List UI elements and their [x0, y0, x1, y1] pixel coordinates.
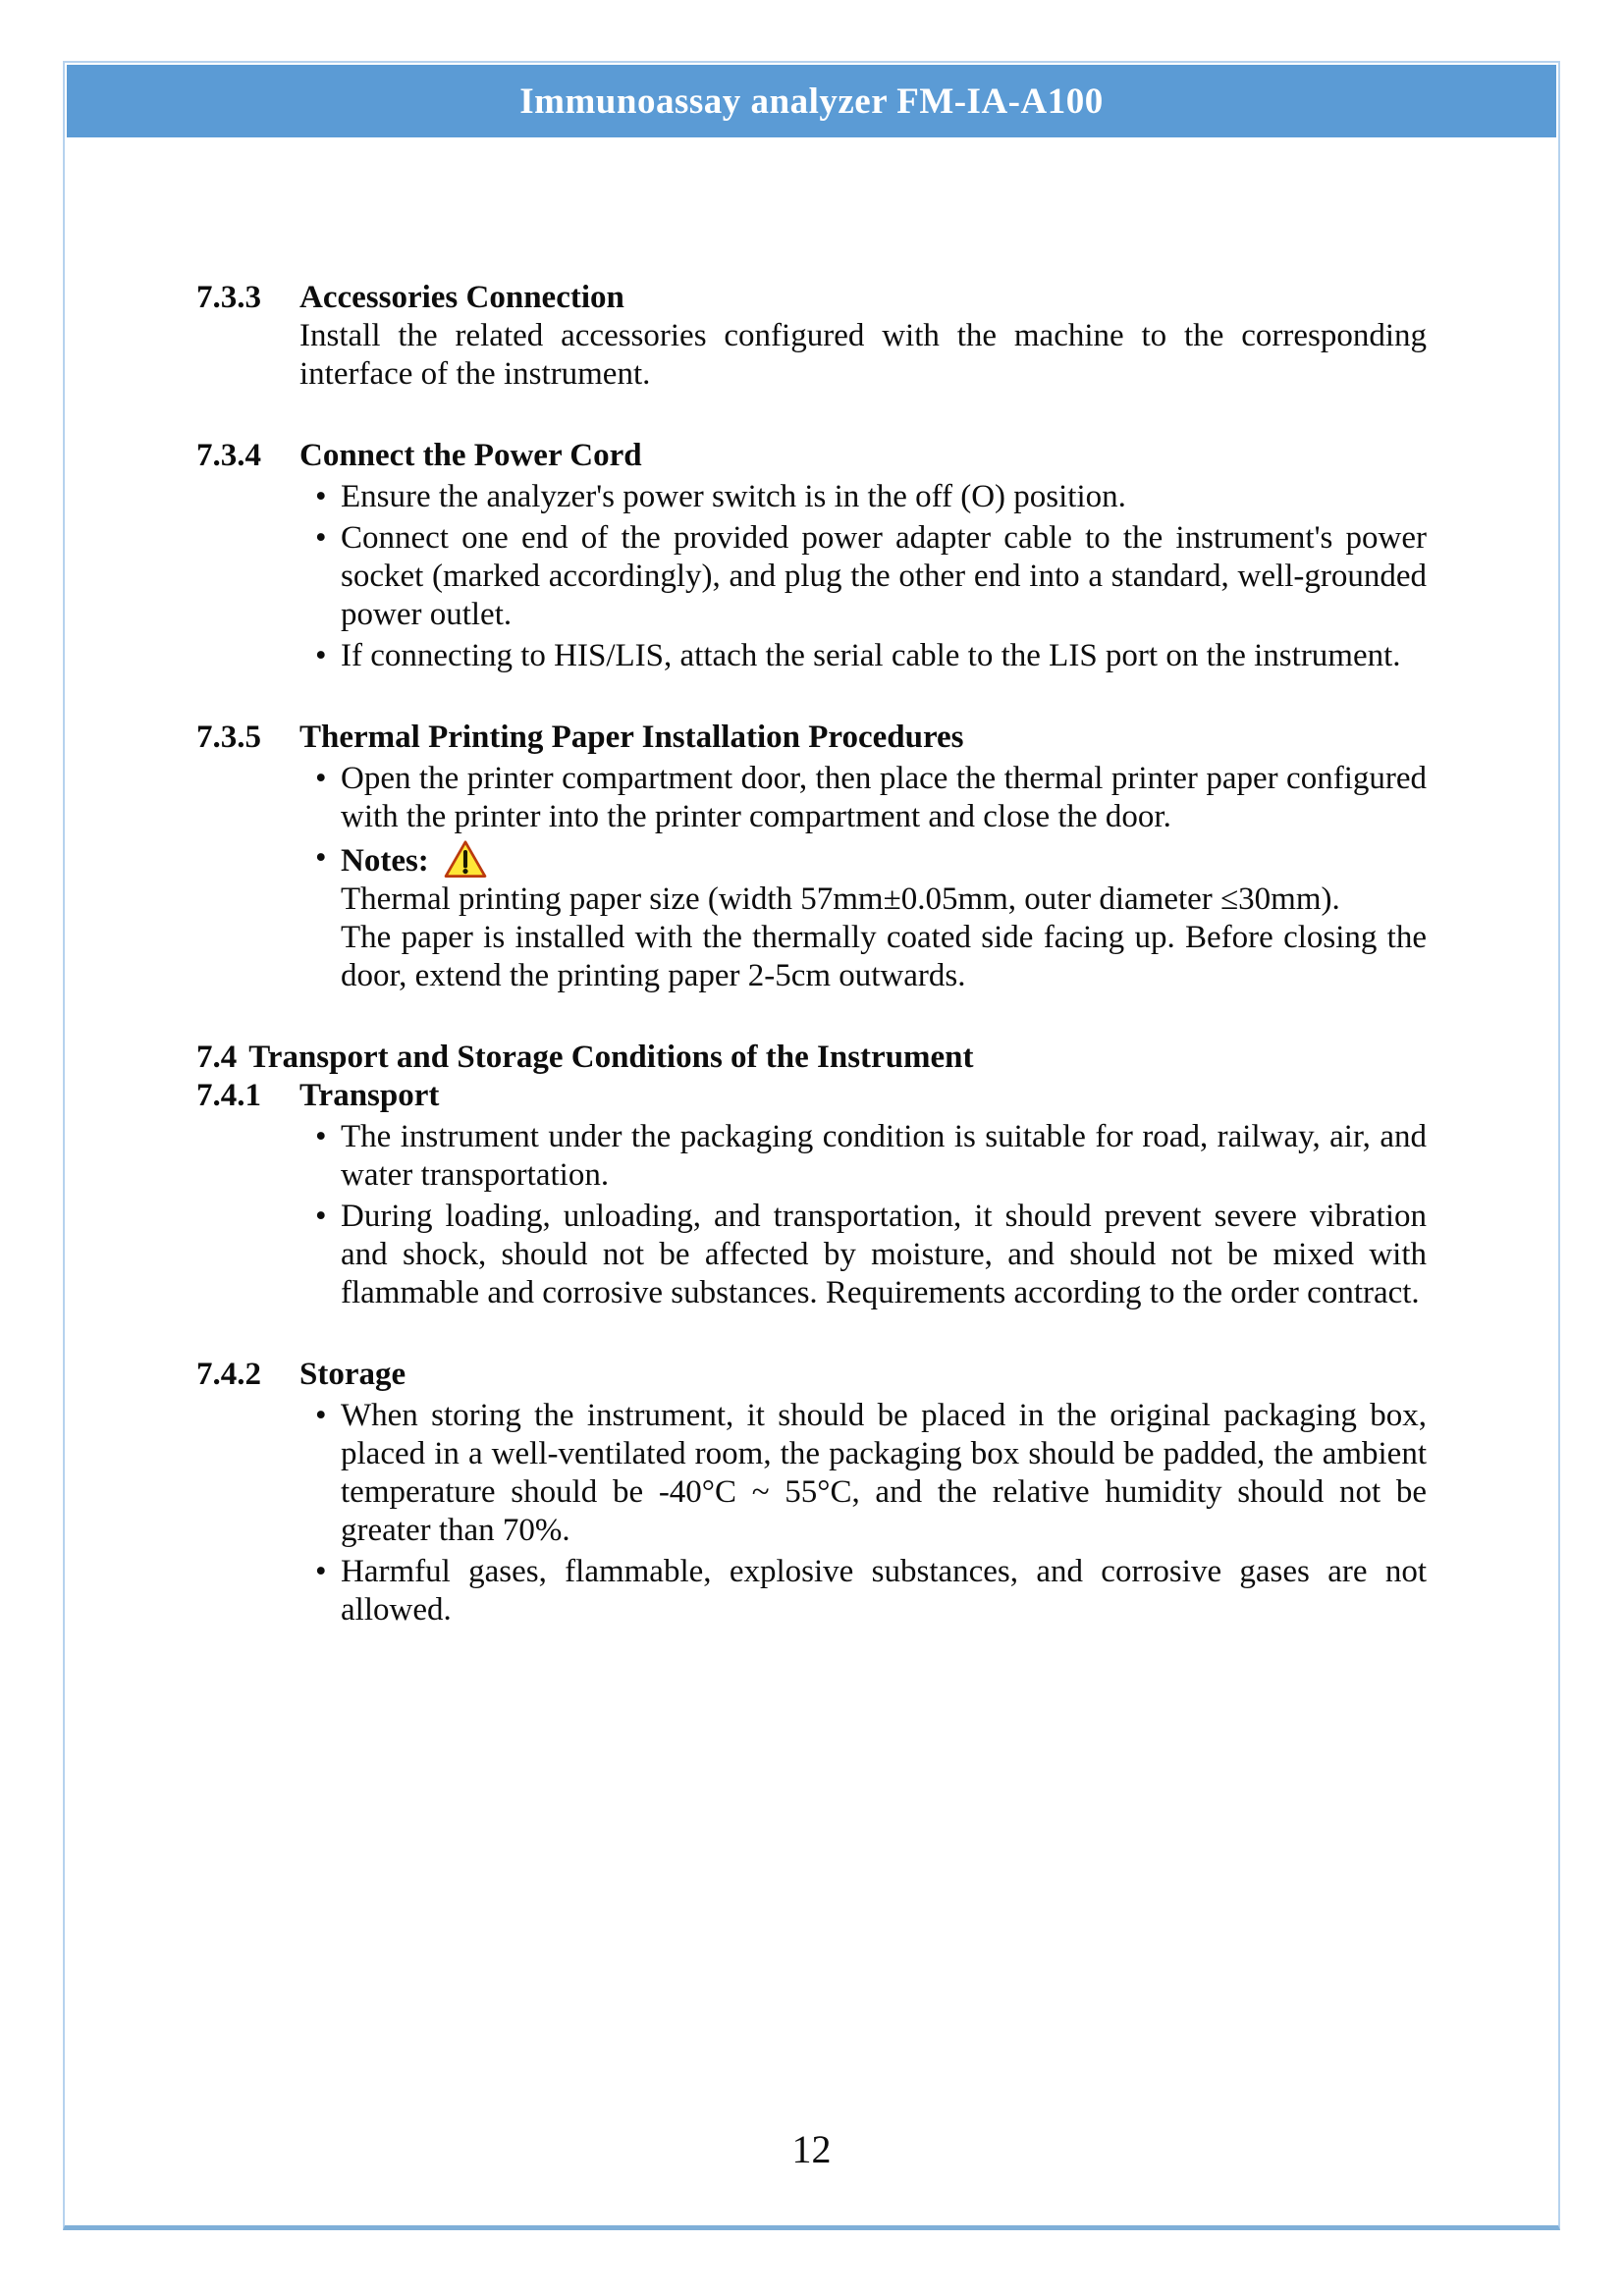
- section-title: Storage: [299, 1357, 406, 1392]
- section-7.3.3: [196, 279, 1427, 394]
- bullet-item: • If connecting to HIS/LIS, attach the serial cable to the LIS port on the instrument.: [196, 637, 1427, 675]
- section-number: 7.4.1: [196, 1078, 261, 1113]
- section-7.4: [196, 1039, 1427, 1077]
- bullet-item: • The instrument under the packaging condition is suitable for road, railway, air, and water transportation.: [196, 1118, 1427, 1195]
- bullet-item: • When storing the instrument, it should be placed in the original packaging box, placed in a well-ventilated room, the packaging box should be padded, the ambient temperature should be -40°C ~ 55°C, and the relative humidity should not be greater than 70%.: [196, 1397, 1427, 1550]
- section-7.3.5: [196, 719, 1427, 995]
- section-heading: [196, 437, 1427, 475]
- doc-content: [196, 279, 1427, 1629]
- page-number: 12: [791, 2127, 832, 2171]
- section-7.4.1: [196, 1077, 1427, 1312]
- section-7.3.4: [196, 437, 1427, 675]
- section-heading: [196, 279, 1427, 317]
- bullet-list: [196, 1118, 1427, 1312]
- section-number: 7.4: [196, 1040, 238, 1075]
- section-number: 7.3.4: [196, 438, 261, 473]
- bullet-item: • Connect one end of the provided power adapter cable to the instrument's power socket (marked accordingly), and plug the other end into a standard, well-grounded power outlet.: [196, 519, 1427, 634]
- section-title: Accessories Connection: [299, 280, 624, 315]
- page-title: Immunoassay analyzer FM-IA-A100: [519, 80, 1104, 122]
- bullet-list: [196, 1397, 1427, 1629]
- section-heading: [196, 1077, 1427, 1115]
- bullet-item: • Open the printer compartment door, then place the thermal printer paper configured with the printer into the printer compartment and close the door.: [196, 760, 1427, 836]
- warning-icon: [443, 839, 488, 880]
- section-heading: [196, 1039, 1427, 1077]
- section-number: 7.3.5: [196, 720, 261, 755]
- section-number: 7.4.2: [196, 1357, 261, 1392]
- section-7.4.2: [196, 1356, 1427, 1629]
- section-title: Connect the Power Cord: [299, 438, 642, 473]
- note-paragraph: The paper is installed with the thermally coated side facing up. Before closing the door, extend the printing paper 2-5cm outwards.: [341, 920, 1427, 993]
- bullet-item: • Ensure the analyzer's power switch is in the off (O) position.: [196, 478, 1427, 516]
- section-heading: [196, 1356, 1427, 1394]
- section-heading: [196, 719, 1427, 757]
- section-title: Thermal Printing Paper Installation Procedures: [299, 720, 964, 755]
- section-number: 7.3.3: [196, 280, 261, 315]
- bullet-item: • During loading, unloading, and transportation, it should prevent severe vibration and shock, should not be affected by moisture, and should not be mixed with flammable and corrosive substances. Requirements according to the order contract.: [196, 1198, 1427, 1312]
- section-title: Transport: [299, 1078, 440, 1113]
- bullet-list: [196, 760, 1427, 995]
- page-frame: [63, 61, 1560, 2230]
- bullet-list: [196, 478, 1427, 675]
- header-bar: [67, 65, 1556, 137]
- note-paragraph: Thermal printing paper size (width 57mm±0.05mm, outer diameter ≤30mm).: [341, 881, 1340, 917]
- bullet-item: • Harmful gases, flammable, explosive substances, and corrosive gases are not allowed.: [196, 1553, 1427, 1629]
- bullet-item: [196, 839, 1427, 995]
- section-title: Transport and Storage Conditions of the Instrument: [248, 1040, 974, 1075]
- notes-label: Notes:: [341, 843, 429, 879]
- body-paragraph: Install the related accessories configured with the machine to the corresponding interface of the instrument.: [299, 318, 1427, 392]
